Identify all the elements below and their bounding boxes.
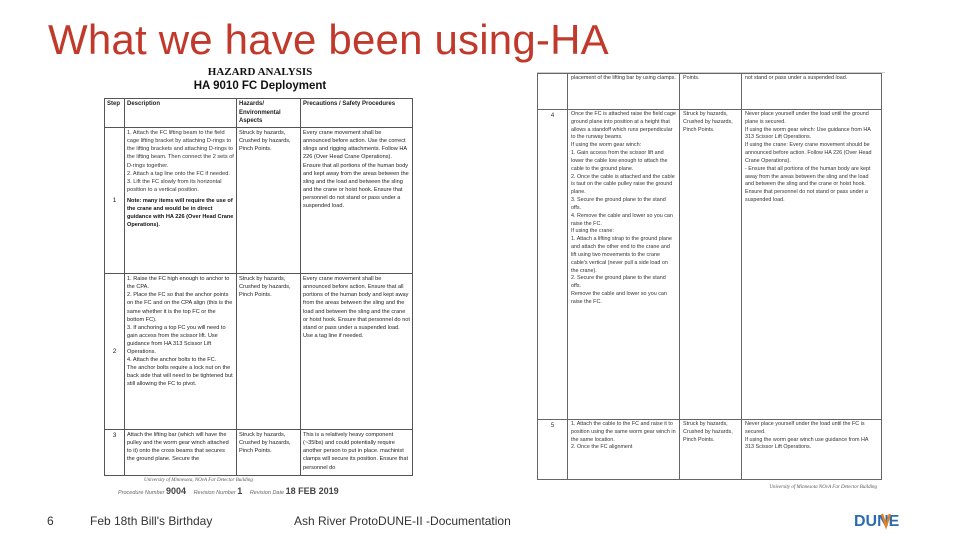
revision-number-value: 1: [237, 486, 243, 496]
step-description: 1. Attach the cable to the FC and raise it to position using the same worm gear winch in the same location. 2. Once the FC alignment: [568, 420, 680, 480]
revision-number-label: Revision Number: [193, 490, 236, 496]
footer-center-text: Ash River ProtoDUNE-II -Documentation: [294, 514, 511, 528]
step-number: 3: [105, 430, 125, 476]
step-number: 4: [538, 110, 568, 420]
step-number: 5: [538, 420, 568, 480]
precautions-cell: Never place yourself under the load until the FC is secured. If using the worm gear winch use guidance from HA 313 Scissor Lift Operations.: [742, 420, 882, 480]
column-header: Precautions / Safety Procedures: [301, 99, 413, 128]
dune-logo: [852, 509, 916, 531]
step-description: 1. Raise the FC high enough to anchor to the CPA. 2. Place the FC so that the anchor points on the FC and on the CPA align (this is the same whether it is the top FC or the bottom FC). 3. If anchoring a top FC you will need to gain access from the scissor lift. Use guidance from HA 313 Scissor Lift Operations. 4. Attach the anchor bolts to the FC. The anchor bolts require a lock nut on the back side that will need to be tightened but still allowing the FC to pivot.: [125, 274, 237, 430]
document-footer-meta: [118, 486, 398, 496]
step-number: 2: [105, 274, 125, 430]
hazards-cell: Struck by hazards, Crushed by hazards, Pinch Points.: [680, 110, 742, 420]
hazard-analysis-page-left: [104, 66, 416, 498]
description-text: 1. Attach the FC lifting beam to the field cage lifting bracket by attaching D-rings to the lifting brackets and attaching D-rings to the lifting beam. Then connect the 2 sets of D-rings together. 2. Attach a tag line onto the FC if needed. 3. Lift the FC slowly from its horizontal position to a vertical position.: [127, 130, 234, 193]
hazards-cell: Struck by hazards, Crushed by hazards, Pinch Points.: [680, 420, 742, 480]
hazard-table-right: [537, 73, 882, 480]
precautions-cell: Every crane movement shall be announced before action. Use the correct slings and rigging attachments. Follow HA 226 (Over Head Crane Operations). Ensure that all portions of the human body and kept away from the areas between the sling and the load and between the sling and the crane or hoist hook. Ensure that personnel do not stand or pass under a suspended load.: [301, 128, 413, 274]
precautions-cell: This is a relatively heavy component (~35lbs) and could potentially require another person to put in place. machinist clamps will secure its position. Ensure that personnel do: [301, 430, 413, 476]
document-footer-institution: University of Minnesota, NOvA Far Detector Building: [144, 478, 253, 483]
table-row: [105, 128, 413, 274]
revision-date-label: Revision Date: [249, 490, 285, 496]
document-subheading: HA 9010 FC Deployment: [193, 80, 327, 92]
column-header: Description: [125, 99, 237, 128]
table-row: [538, 74, 882, 110]
step-description: Attach the lifting bar (which will have the pulley and the worm gear winch attached to it) onto the cross beams that secures the ground plane. Secure the: [125, 430, 237, 476]
step-description: placement of the lifting bar by using clamps.: [568, 74, 680, 110]
dune-logo-text: DUNE: [854, 513, 900, 530]
hazard-analysis-page-right: [537, 72, 885, 490]
step-description: [125, 128, 237, 274]
procedure-number-value: 9004: [166, 486, 187, 496]
step-description: Once the FC is attached raise the field cage ground plane into position at a height that allows a standoff which runs perpendicular to the runway beams. If using the worm gear winch: 1. Gain access from the scissor lift and lower the cable low enough to attach the cable to the ground plane. 2. Once the cable is attached and the cable is taut on the cable pulley raise the ground plane. 3. Secure the ground plane to the stand offs. 4. Remove the cable and lower so you can raise the FC. If using the crane: 1. Attach a lifting strap to the ground plane and attach the other end to the crane and lift using two movements to the crane cable's vertical (never pull a side load on the crane). 2. Secure the ground plane to the stand offs. Remove the cable and lower so you can raise the FC.: [568, 110, 680, 420]
table-row: [105, 430, 413, 476]
slide-number: 6: [47, 514, 54, 528]
description-note: Note: many items will require the use of the crane and would be in direct guidance with HA 226 (Over Head Crane Operations).: [127, 197, 234, 229]
procedure-number-label: Procedure Number: [118, 490, 165, 496]
step-number: [538, 74, 568, 110]
hazards-cell: Struck by hazards, Crushed by hazards, Pinch Points.: [237, 430, 301, 476]
table-header-row: [105, 99, 413, 128]
column-header: Hazards/ Environmental Aspects: [237, 99, 301, 128]
hazards-cell: Struck by hazards, Crushed by hazards, Pinch Points.: [237, 274, 301, 430]
column-header: Step: [105, 99, 125, 128]
footer-left-text: Feb 18th Bill's Birthday: [90, 514, 213, 528]
document-heading: HAZARD ANALYSIS: [207, 66, 313, 78]
hazard-table-left: [104, 98, 413, 476]
revision-date-value: 18 FEB 2019: [285, 486, 339, 496]
step-number: 1: [105, 128, 125, 274]
table-row: [538, 110, 882, 420]
precautions-cell: not stand or pass under a suspended load.: [742, 74, 882, 110]
slide-title: What we have been using-HA: [48, 16, 609, 63]
table-row: [105, 274, 413, 430]
document-footer-institution: University of Minnesota NOvA Far Detector Building: [769, 485, 877, 490]
table-row: [538, 420, 882, 480]
precautions-cell: Never place yourself under the load until the ground plane is secured. If using the worm gear winch: Use guidance from HA 313 Scissor Lift Operations. If using the crane: Every crane movement should be announced before action. Follow HA 226 (Over Head Crane Operations). - Ensure that all portions of the human body are kept away from the areas between the sling and the load and between the sling and the crane or hoist hook. Ensure that personnel do not stand or pass under a suspended load.: [742, 110, 882, 420]
hazards-cell: Points.: [680, 74, 742, 110]
precautions-cell: Every crane movement shall be announced before action. Ensure that all portions of the human body and kept away from the areas between the sling and the load and between the sling and the crane or hoist hook. Ensure that personnel do not stand or pass under a suspended load. Use a tag line if needed.: [301, 274, 413, 430]
hazards-cell: Struck by hazards, Crushed by hazards, Pinch Points.: [237, 128, 301, 274]
